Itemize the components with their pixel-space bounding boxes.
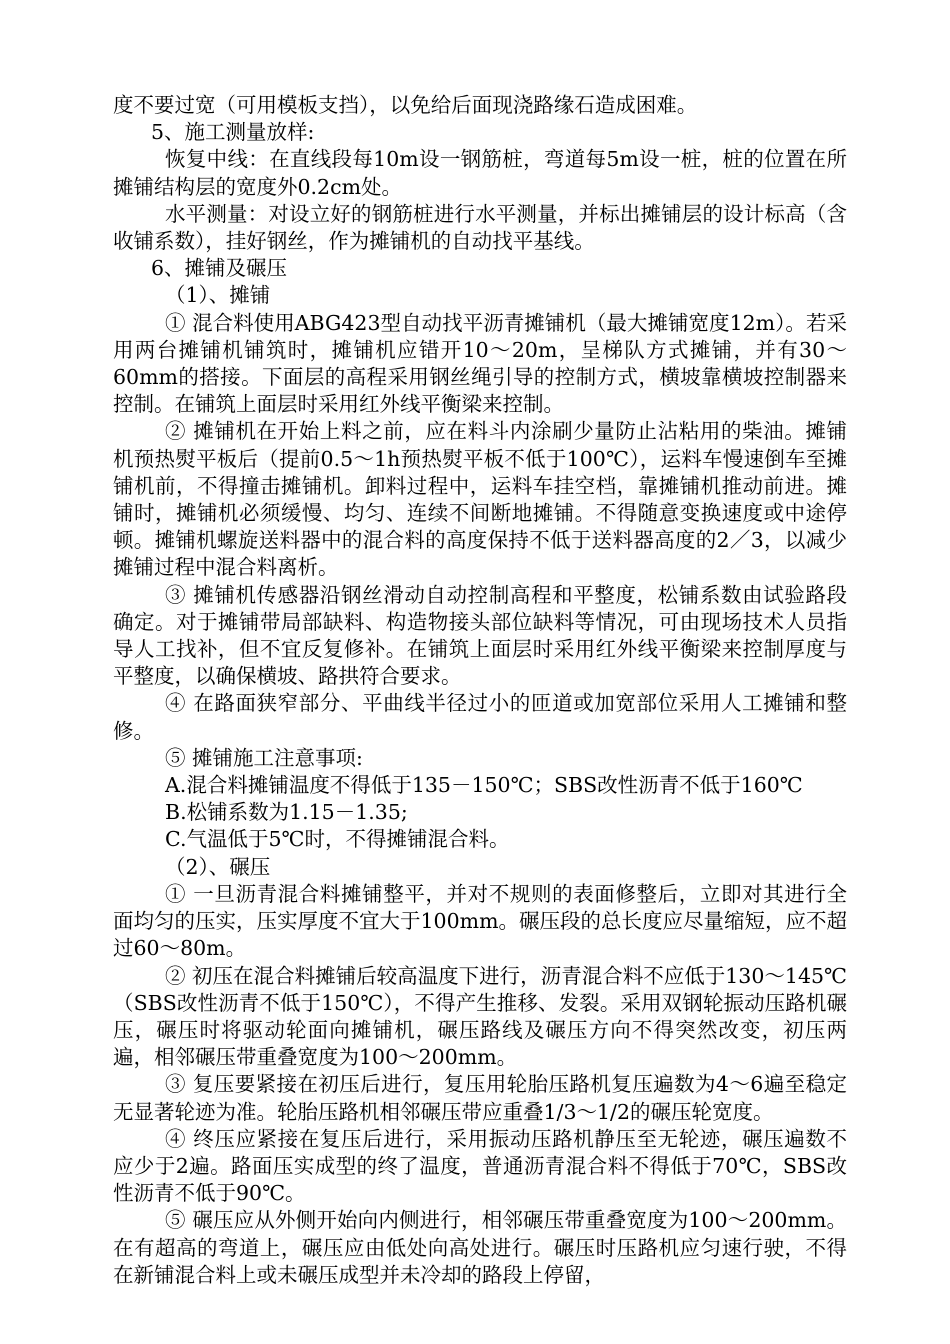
paragraph-rolling-5: ⑤ 碾压应从外侧开始向内侧进行，相邻碾压带重叠宽度为100～200mm。在有超高的弯道上，碾压应由低处向高处进行。碾压时压路机应匀速行驶，不得在新铺混合料上或未碾压成型并未冷却的路段上停留， [113,1208,847,1287]
paragraph-rolling-4: ④ 终压应紧接在复压后进行，采用振动压路机静压至无轮迹，碾压遍数不应少于2遍。路面压实成型的终了温度，普通沥青混合料不得低于70℃，SBS改性沥青不低于90℃。 [113,1126,847,1206]
paragraph-paving-5: ⑤ 摊铺施工注意事项: [165,745,363,770]
subsection-heading-rolling: （2）、碾压 [165,854,271,879]
paragraph-continuation: 度不要过宽（可用模板支挡），以免给后面现浇路缘石造成困难。 [113,93,698,117]
paragraph-note-b: B.松铺系数为1.15－1.35; [165,800,408,825]
paragraph-rolling-1: ① 一旦沥青混合料摊铺整平，并对不规则的表面修整后，立即对其进行全面均匀的压实，压实厚度不宜大于100mm。碾压段的总长度应尽量缩短，应不超过60～80m。 [113,881,848,961]
paragraph-paving-4: ④ 在路面狭窄部分、平曲线半径过小的匝道或加宽部位采用人工摊铺和整修。 [113,691,847,743]
paragraph-rolling-2: ② 初压在混合料摊铺后较高温度下进行，沥青混合料不应低于130～145℃（SBS改性沥青不低于150℃），不得产生推移、发裂。采用双钢轮振动压路机碾压，碾压时将驱动轮面向摊铺机，碾压路线及碾压方向不得突然改变，初压两遍，相邻碾压带重叠宽度为100～200mm。 [113,963,847,1070]
paragraph-paving-3: ③ 摊铺机传感器沿钢丝滑动自动控制高程和平整度，松铺系数由试验路段确定。对于摊铺带局部缺料、构造物接头部位缺料等情况，可由现场技术人员指导人工找补，但不宜反复修补。在铺筑上面层时采用红外线平衡梁来控制厚度与平整度，以确保横坡、路拱符合要求。 [113,582,847,689]
paragraph-rolling-3: ③ 复压要紧接在初压后进行，复压用轮胎压路机复压遍数为4～6遍至稳定无显著轮迹为准。轮胎压路机相邻碾压带应重叠1/3～1/2的碾压轮宽度。 [113,1072,847,1124]
paragraph-note-c: C.气温低于5℃时，不得摊铺混合料。 [165,827,510,852]
paragraph-paving-1: ① 混合料使用ABG423型自动找平沥青摊铺机（最大摊铺宽度12m）。若采用两台摊铺机铺筑时，摊铺机应错开10～20m，呈梯队方式摊铺，并有30～60mm的搭接。下面层的高程采用钢丝绳引导的控制方式，横坡靠横坡控制器来控制。在铺筑上面层时采用红外线平衡梁来控制。 [113,310,847,417]
section-heading-survey: 5、施工测量放样: [151,120,315,145]
document-body [113,92,847,1289]
paragraph-note-a: A.混合料摊铺温度不得低于135－150℃；SBS改性沥青不低于160℃ [165,773,803,798]
paragraph-paving-2: ② 摊铺机在开始上料之前，应在料斗内涂刷少量防止沾粘用的柴油。摊铺机预热熨平板后（提前0.5～1h预热熨平板不低于100℃），运料车慢速倒车至摊铺机前，不得撞击摊铺机。卸料过程中，运料车挂空档，靠摊铺机推动前进。摊铺时，摊铺机必须缓慢、均匀、连续不间断地摊铺。不得随意变换速度或中途停顿。摊铺机螺旋送料器中的混合料的高度保持不低于送料器高度的2／3，以减少摊铺过程中混合料离析。 [113,419,847,580]
paragraph-centerline: 恢复中线：在直线段每10m设一钢筋桩，弯道每5m设一桩，桩的位置在所摊铺结构层的宽度外0.2cm处。 [113,147,847,199]
subsection-heading-paving: （1）、摊铺 [165,283,271,308]
paragraph-level-survey: 水平测量：对设立好的钢筋桩进行水平测量，并标出摊铺层的设计标高（含收铺系数），挂好钢丝，作为摊铺机的自动找平基线。 [113,201,847,254]
section-heading-paving-rolling: 6、摊铺及碾压 [151,256,288,281]
